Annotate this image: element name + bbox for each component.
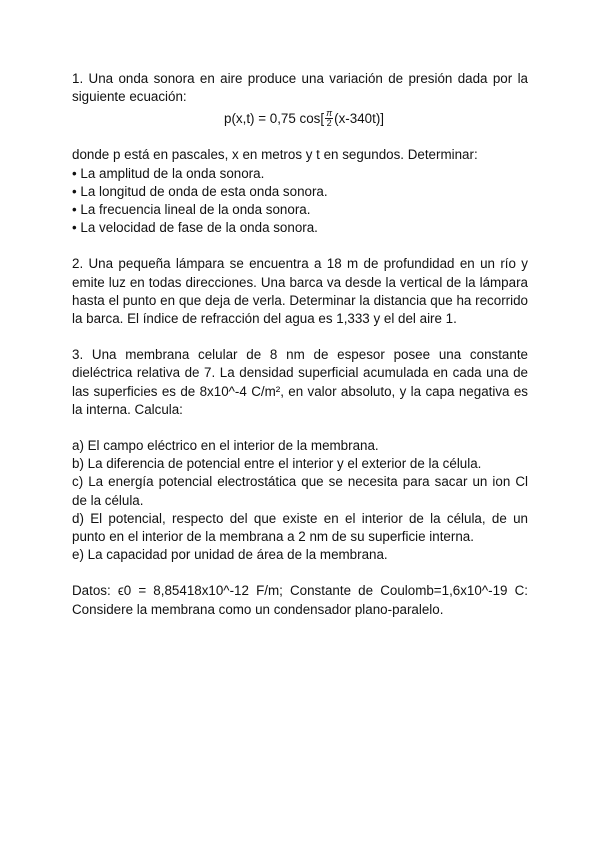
question-2-text: 2. Una pequeña lámpara se encuentra a 18 m de profundidad en un río y emite luz en todas direcciones. Una barca va desde la vertical de la lámpara hasta el punto en que deja de verla. Determinar la distancia que ha recorrido la barca. El índice de refracción del agua es 1,333 y el del aire 1. bbox=[72, 256, 528, 327]
question-3-item-e: e) La capacidad por unidad de área de la membrana. bbox=[72, 547, 388, 563]
question-3-data: Datos: ϵ0 = 8,85418x10^-12 F/m; Constante de Coulomb=1,6x10^-19 C: Considere la membrana como un condensador plano-paralelo. bbox=[72, 583, 528, 617]
pressure-equation bbox=[72, 108, 528, 130]
question-1-intro: 1. Una onda sonora en aire produce una variación de presión dada por la siguiente ecuación: bbox=[72, 71, 528, 105]
bullet-item: • La longitud de onda de esta onda sonora. bbox=[72, 183, 328, 199]
question-1 bbox=[72, 70, 528, 237]
question-3-item-d: d) El potencial, respecto del que existe en el interior de la célula, de un punto en el interior de la membrana a 2 nm de su superficie interna. bbox=[72, 510, 528, 545]
question-3 bbox=[72, 346, 528, 619]
bullet-item: • La amplitud de la onda sonora. bbox=[72, 165, 265, 181]
pi-over-two-fraction bbox=[325, 109, 333, 128]
fraction-numerator: π bbox=[326, 108, 333, 119]
bullet-item: • La velocidad de fase de la onda sonora. bbox=[72, 220, 318, 236]
equation-lhs: p(x,t) = 0,75 cos[ bbox=[224, 111, 325, 127]
question-3-item-a: a) El campo eléctrico en el interior de la membrana. bbox=[72, 438, 379, 454]
equation-rhs: (x-340t)] bbox=[334, 111, 384, 127]
question-3-text: 3. Una membrana celular de 8 nm de espesor posee una constante dieléctrica relativa de 7. La densidad superficial acumulada en cada una de las superficies es de 8x10^-4 C/m², en valor absoluto, y la capa negativa es la interna. Calcula: bbox=[72, 347, 528, 417]
question-2 bbox=[72, 255, 528, 328]
question-3-item-b: b) La diferencia de potencial entre el interior y el exterior de la célula. bbox=[72, 456, 482, 472]
bullet-item: • La frecuencia lineal de la onda sonora. bbox=[72, 202, 311, 218]
question-1-units: donde p está en pascales, x en metros y t en segundos. Determinar: bbox=[72, 147, 478, 163]
fraction-denominator: 2 bbox=[326, 118, 332, 129]
question-3-item-c: c) La energía potencial electrostática que se necesita para sacar un ion Cl de la célula. bbox=[72, 474, 528, 508]
